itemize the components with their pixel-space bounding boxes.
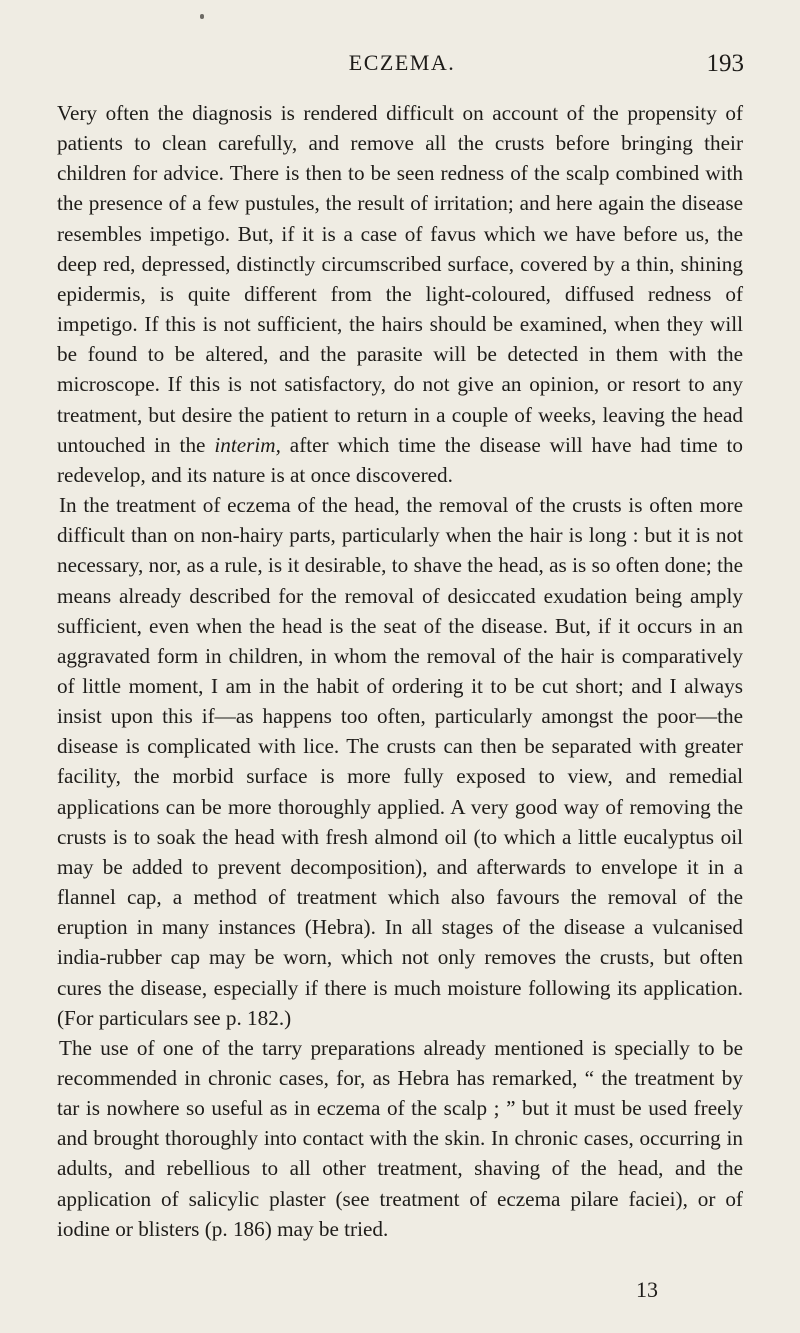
- print-speck: [200, 14, 204, 19]
- paragraph-diagnosis: [57, 98, 743, 490]
- page-header: [60, 50, 744, 80]
- italic-term: interim,: [214, 432, 281, 457]
- paragraph-tar-preparations: The use of one of the tarry preparations already mentioned is specially to be recommended in chronic cases, for, as Hebra has remarked, “ the treatment by tar is nowhere so useful as in eczema of the scalp ; ” but it must be used freely and brought thoroughly into contact with the skin. In chronic cases, occurring in adults, and rebellious to all other treatment, shaving of the head, and the application of salicylic plaster (see treatment of eczema pilare faciei), or of iodine or blisters (p. 186) may be tried.: [57, 1035, 743, 1241]
- page-number: 193: [706, 50, 744, 77]
- paragraph-diagnosis-text: Very often the diagnosis is rendered difficult on account of the propensity of patients to clean carefully, and remove all the crusts before bringing their children for advice. There is then to be seen redness of the scalp combined with the presence of a few pustules, the result of irritation; and here again the disease resembles impetigo. But, if it is a case of favus which we have before us, the deep red, depressed, distinctly circumscribed surface, covered by a thin, shining epidermis, is quite different from the light-coloured, diffused redness of impetigo. If this is not sufficient, the hairs should be examined, when they will be found to be altered, and the parasite will be detected in them with the microscope. If this is not satisfactory, do not give an opinion, or resort to any treatment, but desire the patient to return in a couple of weeks, leaving the head untouched in the: [57, 101, 743, 457]
- signature-mark: 13: [636, 1277, 658, 1302]
- paragraph-treatment: In the treatment of eczema of the head, the removal of the crusts is often more difficult than on non-hairy parts, particularly when the hair is long : but it is not necessary, nor, as a rule, is it desirable, to shave the head, as is so often done; the means already described for the removal of desiccated exudation being amply sufficient, even when the head is the seat of the disease. But, if it occurs in an aggravated form in children, in whom the removal of the hair is comparatively of little moment, I am in the habit of ordering it to be cut short; and I always insist upon this if—as happens too often, particularly amongst the poor—the disease is complicated with lice. The crusts can then be separated with greater facility, the morbid surface is more fully exposed to view, and remedial applications can be more thoroughly applied. A very good way of removing the crusts is to soak the head with fresh almond oil (to which a little eucalyptus oil may be added to prevent decomposition), and afterwards to envelope it in a flannel cap, a method of treatment which also favours the removal of the eruption in many instances (Hebra). In all stages of the disease a vulcanised india-rubber cap may be worn, which not only removes the crusts, but often cures the disease, especially if there is much moisture following its application. (For particulars see p. 182.): [57, 493, 743, 1030]
- running-head: ECZEMA.: [348, 50, 456, 75]
- paragraph-diagnosis-text-end: after which time the disease will have had time to redevelop, and its nature is at once discovered.: [57, 432, 743, 487]
- body-text: [57, 98, 743, 1244]
